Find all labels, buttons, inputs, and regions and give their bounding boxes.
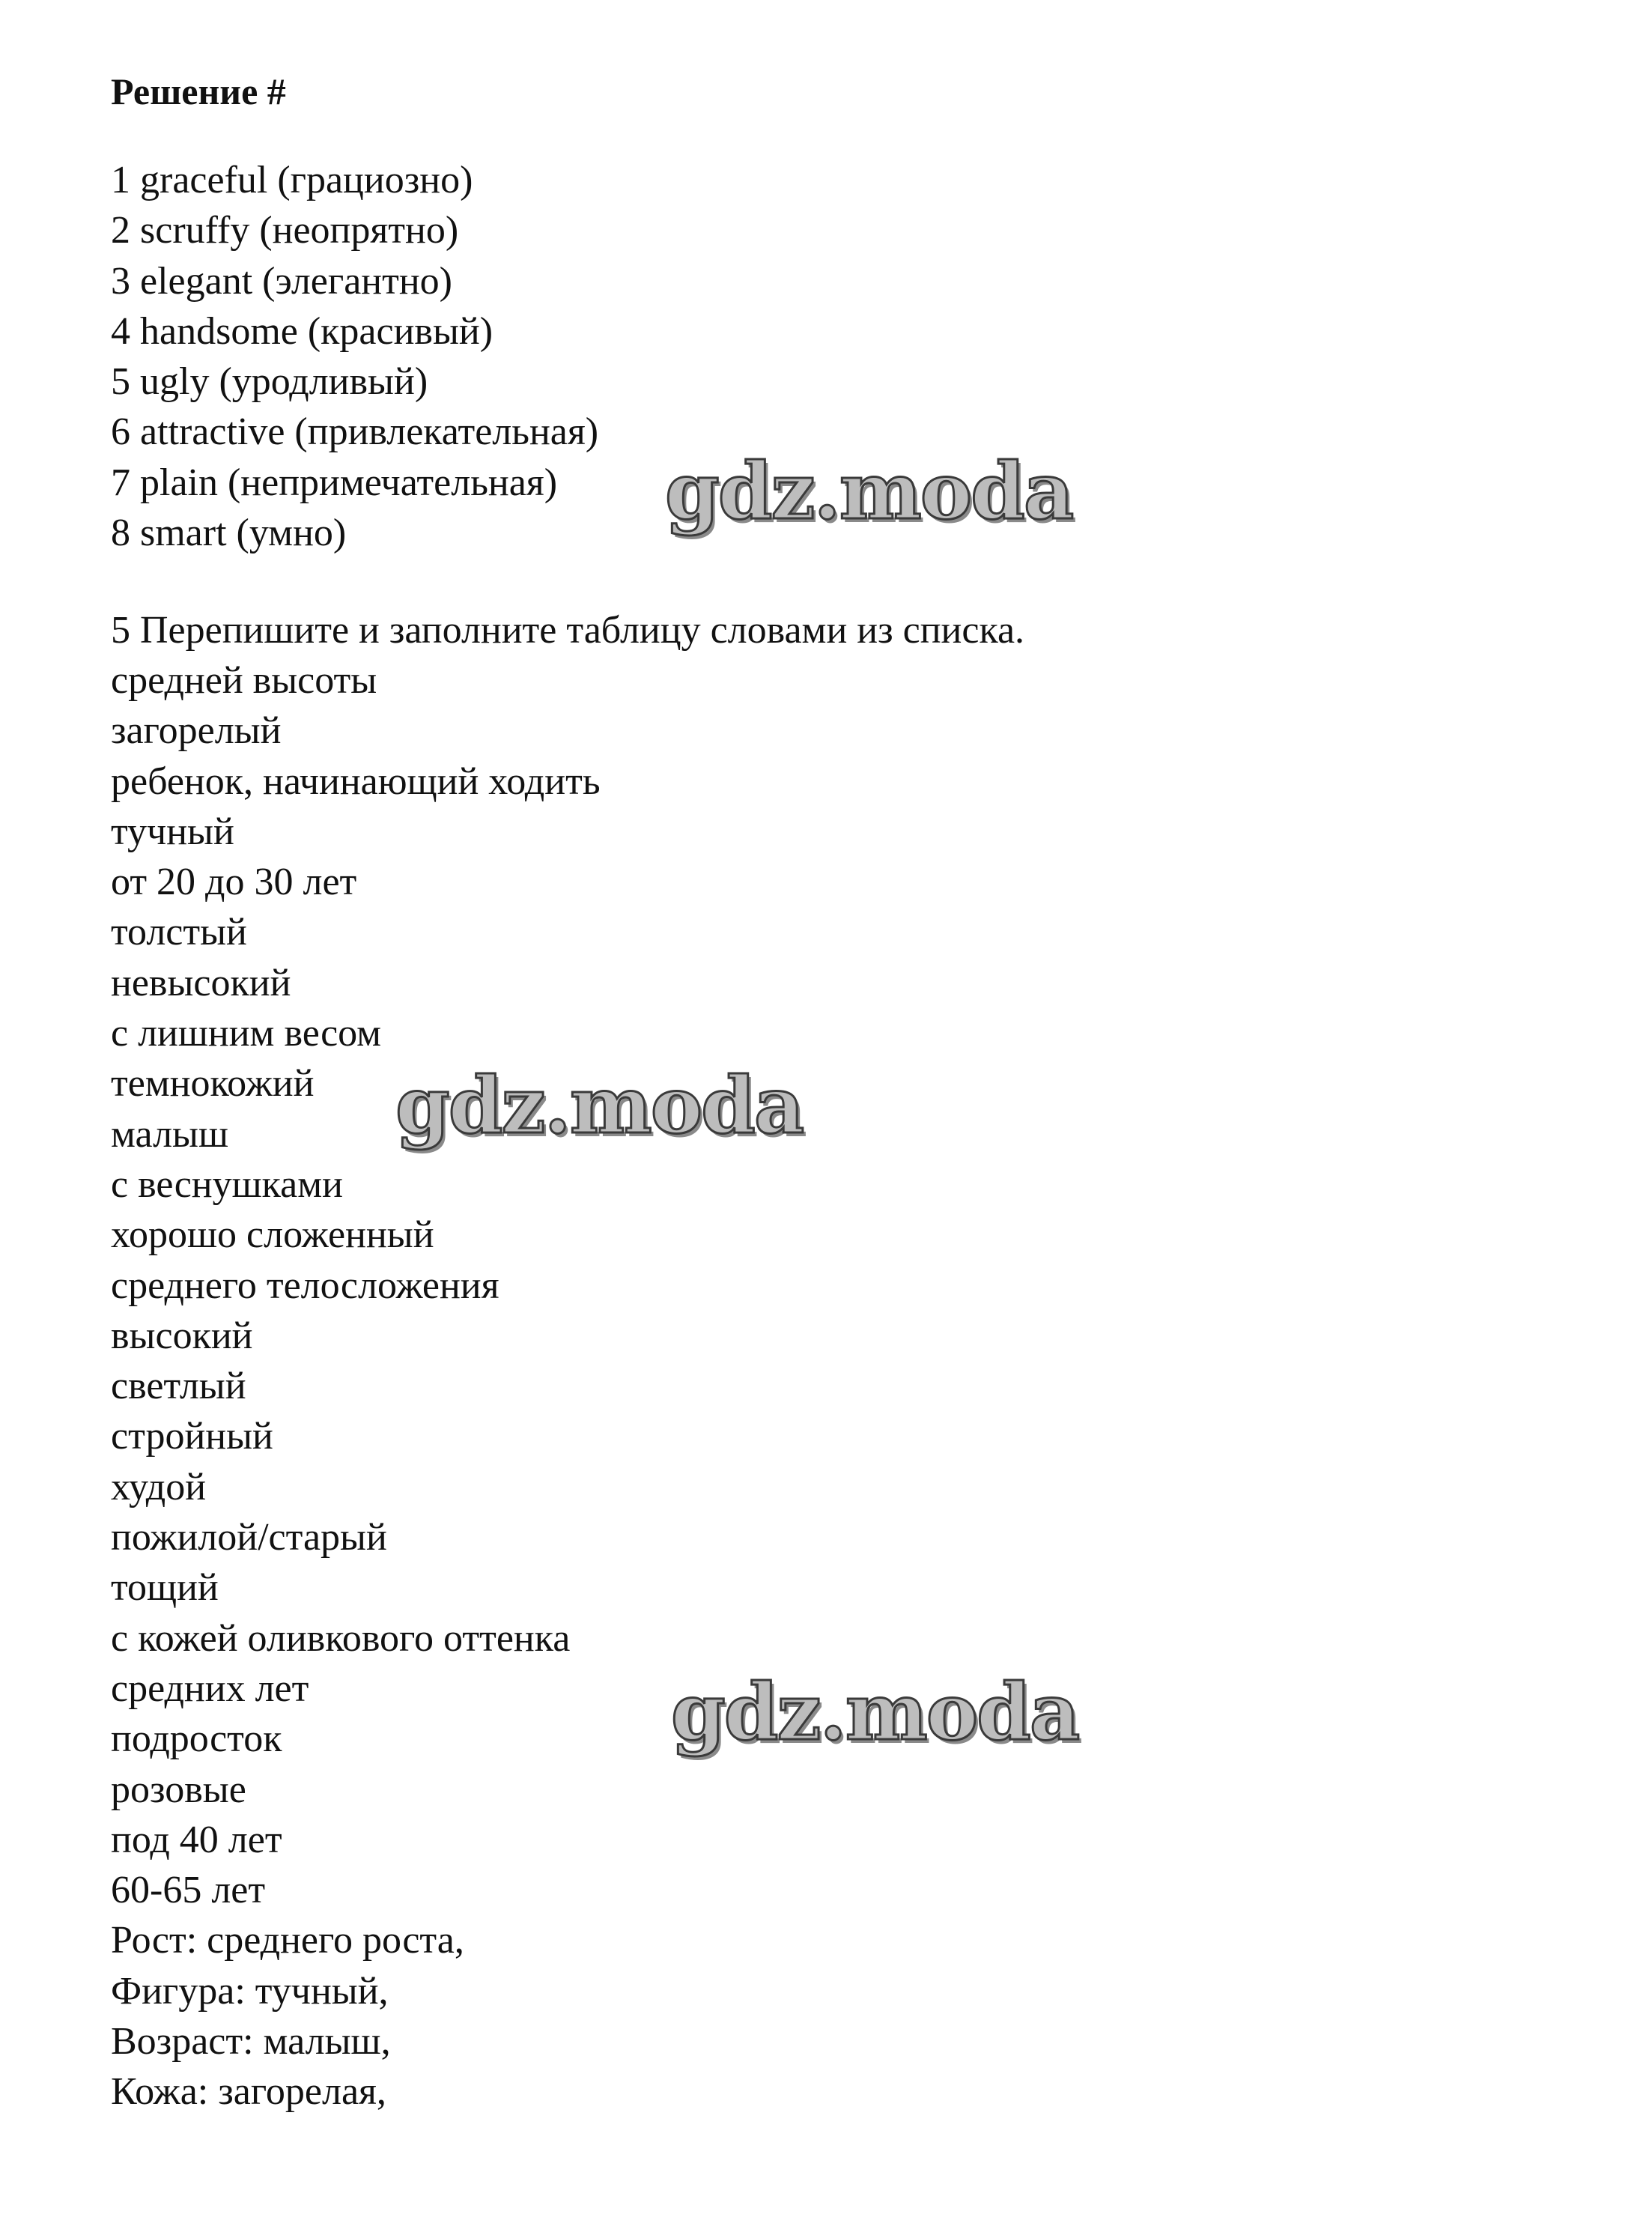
answer-item: 1 graceful (грациозно) (111, 159, 473, 201)
word-item: розовые (111, 1768, 246, 1811)
watermark: gdz.moda (395, 1059, 804, 1151)
answer-item: 8 smart (умно) (111, 512, 347, 555)
word-item: под 40 лет (111, 1818, 282, 1861)
word-item: с лишним весом (111, 1012, 382, 1055)
word-item: загорелый (111, 709, 282, 753)
answer-item: 4 handsome (красивый) (111, 309, 494, 353)
word-item: невысокий (111, 961, 291, 1004)
word-item: толстый (111, 911, 247, 954)
word-item: пожилой/старый (111, 1516, 387, 1559)
answer-item: 3 elegant (элегантно) (111, 259, 452, 303)
word-item: Фигура: тучный, (111, 1969, 389, 2013)
solution-heading: Решение # (111, 70, 286, 112)
answer-item: 5 ugly (уродливый) (111, 360, 428, 404)
answer-item: 6 attractive (привлекательная) (111, 410, 599, 454)
word-item: с веснушками (111, 1162, 343, 1206)
task-title: 5 Перепишите и заполните таблицу словами из списка. (111, 609, 1025, 652)
word-item: от 20 до 30 лет (111, 861, 357, 904)
word-item: Кожа: загорелая, (111, 2070, 386, 2114)
word-item: Рост: среднего роста, (111, 1919, 464, 1962)
answers-list (111, 155, 598, 558)
word-item: тучный (111, 810, 234, 853)
word-item: светлый (111, 1365, 246, 1408)
watermark: gdz.moda (665, 445, 1073, 537)
word-item: темнокожий (111, 1062, 315, 1106)
answer-item: 7 plain (непримечательная) (111, 461, 558, 504)
word-item: высокий (111, 1314, 253, 1357)
word-item: малыш (111, 1112, 229, 1156)
word-item: средней высоты (111, 659, 377, 702)
word-item: Возраст: малыш, (111, 2020, 391, 2063)
word-list (111, 655, 601, 2117)
word-item: ребенок, начинающий ходить (111, 759, 601, 803)
word-item: подросток (111, 1717, 282, 1761)
watermark: gdz.moda (671, 1666, 1079, 1758)
word-item: 60-65 лет (111, 1869, 266, 1912)
word-item: среднего телосложения (111, 1264, 499, 1307)
word-item: с кожей оливкового оттенка (111, 1616, 571, 1660)
word-item: средних лет (111, 1667, 309, 1710)
word-item: хорошо сложенный (111, 1213, 434, 1257)
word-item: стройный (111, 1415, 273, 1458)
word-item: тощий (111, 1566, 219, 1610)
word-item: худой (111, 1465, 207, 1508)
answer-item: 2 scruffy (неопрятно) (111, 209, 459, 252)
